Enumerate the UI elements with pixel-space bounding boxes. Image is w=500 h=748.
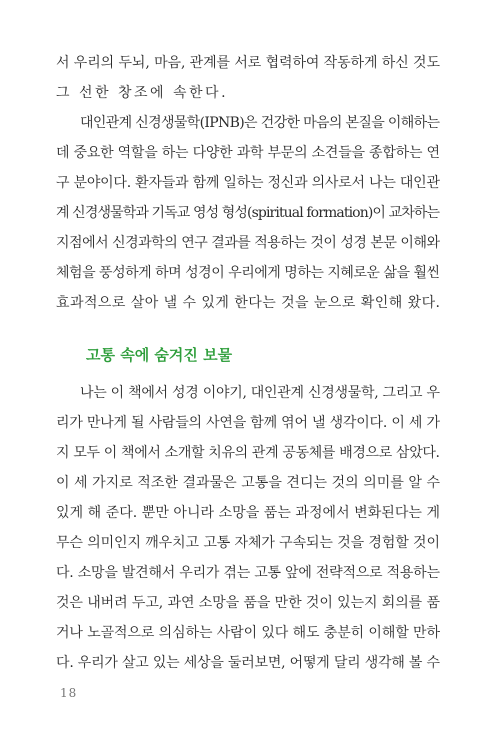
text-line [0,288,500,318]
line-text: 구 분야이다. 환자들과 함께 일하는 정신과 의사로서 나는 대인관 [56,175,440,191]
text-line [0,498,500,528]
text-line [0,168,500,198]
text-line [0,618,500,648]
line-text: 그 선한 창조에 속한다. [56,85,229,101]
line-text: 거나 노골적으로 의심하는 사람이 있다 해도 충분히 이해할 만하 [56,625,440,641]
text-line [0,48,500,78]
line-text: 지점에서 신경과학의 연구 결과를 적용하는 것이 성경 본문 이해와 [56,235,440,251]
text-line [0,408,500,438]
line-text: 다. 소망을 발견해서 우리가 겪는 고통 앞에 전략적으로 적용하는 [56,565,440,581]
text-line [0,198,500,228]
line-text: 지 모두 이 책에서 소개할 치유의 관계 공동체를 배경으로 삼았다. [56,445,440,461]
line-text: 무슨 의미인지 깨우치고 고통 자체가 구속되는 것을 경험할 것이 [56,535,440,551]
text-line [0,468,500,498]
page-number: 18 [60,686,78,700]
text-line [0,108,500,138]
line-text: 있게 해 준다. 뿐만 아니라 소망을 품는 과정에서 변화된다는 게 [56,505,441,521]
line-text: 리가 만나게 될 사람들의 사연을 함께 엮어 낼 생각이다. 이 세 가 [56,415,440,431]
section-heading: 고통 속에 숨겨진 보물 [86,346,233,364]
line-text: 이 세 가지로 적조한 결과물은 고통을 견디는 것의 의미를 알 수 [56,475,441,491]
text-line [0,138,500,168]
text-line [0,228,500,258]
line-text: 대인관계 신경생물학(IPNB)은 건강한 마음의 본질을 이해하는 [80,115,440,131]
text-line [0,78,500,108]
line-text: 것은 내버려 두고, 과연 소망을 품을 만한 것이 있는지 회의를 품 [56,595,440,611]
line-text: 효과적으로 살아 낼 수 있게 한다는 것을 눈으로 확인해 왔다. [56,295,441,311]
line-text: 서 우리의 두뇌, 마음, 관계를 서로 협력하여 작동하게 하신 것도 [56,55,440,71]
line-text: 다. 우리가 살고 있는 세상을 둘러보면, 어떻게 달리 생각해 볼 수 [56,655,440,671]
line-text: 체험을 풍성하게 하며 성경이 우리에게 명하는 지혜로운 삶을 훨씬 [56,265,440,281]
line-text: 나는 이 책에서 성경 이야기, 대인관계 신경생물학, 그리고 우 [80,385,440,401]
text-line [0,558,500,588]
text-line [0,258,500,288]
text-line [0,648,500,678]
text-line [0,378,500,408]
line-text: 데 중요한 역할을 하는 다양한 과학 부문의 소견들을 종합하는 연 [56,145,440,161]
text-line [0,438,500,468]
text-line [0,588,500,618]
line-text: 계 신경생물학과 기독교 영성 형성(spiritual formation)이 교차하는 [56,205,440,221]
text-line [0,528,500,558]
